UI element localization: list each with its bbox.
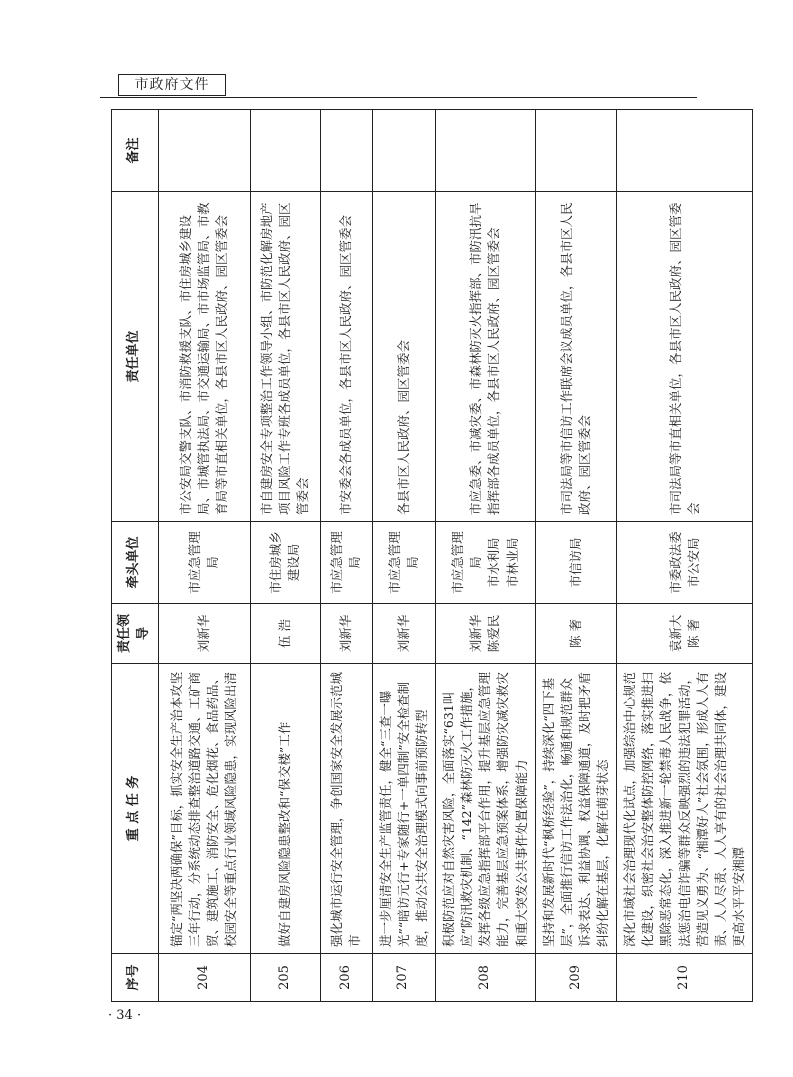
table-row [320,110,372,1002]
table-row [158,110,250,1002]
header-task: 重 点 任 务 [112,664,159,954]
cell-lead-unit: 市应急管理局 市水利局 市林业局 [436,522,536,604]
page-number: · 34 · [108,1008,142,1023]
header-rule [100,97,697,98]
cell-units: 各县市区人民政府、园区管委会 [372,192,435,522]
document-type-tag: 市政府文件 [118,74,226,96]
cell-lead-unit: 市委政法委 市公安局 [617,522,753,604]
cell-seq: 209 [535,954,617,1002]
cell-lead-unit: 市信访局 [535,522,617,604]
cell-task: 积极防范应对自然灾害风险，全面落实“631叫应”防汛救灾机制、“142”森林防灭火工作措施，发挥各级应急指挥部平台作用，提升基层应急管理能力，完善基层应急预案体系，增强防灾减灾救灾和重大突发公共事件处置保障能力 [436,664,536,954]
cell-lead-unit: 市住房城乡建设局 [250,522,320,604]
cell-seq: 208 [436,954,536,1002]
header-seq: 序号 [112,954,159,1002]
cell-note [436,110,536,192]
cell-leader: 伍 浩 [250,604,320,664]
cell-lead-unit: 市应急管理局 [320,522,372,604]
cell-lead-unit: 市应急管理局 [372,522,435,604]
cell-seq: 206 [320,954,372,1002]
cell-seq: 207 [372,954,435,1002]
table-row [617,110,753,1002]
task-table [111,109,753,1002]
cell-units: 市自建房安全专项整治工作领导小组、市防范化解房地产项目风险工作专班各成员单位，各县市区人民政府、园区管委会 [250,192,320,522]
table-row [250,110,320,1002]
cell-task: 强化城市运行安全管理，争创国家安全发展示范城市 [320,664,372,954]
cell-task: 深化市域社会治理现代化试点，加强综治中心规范化建设，织密社会治安整体防控网络，落实推进扫黑除恶常态化，深入推进新一轮禁毒人民战争，依法惩治电信诈骗等群众反映强烈的违法犯罪活动，营造见义勇为、“湘潭好人”社会氛围，形成人人有责、人人尽责、人人享有的社会治理共同体，建设更高水平平安湘潭 [617,664,753,954]
cell-seq: 204 [158,954,250,1002]
cell-task: 坚持和发展新时代“枫桥经验”，持续深化“四下基层”，全面推行信访工作法治化，畅通和规范群众诉求表达、利益协调、权益保障通道，及时把矛盾纠纷化解在基层，化解在萌芽状态 [535,664,617,954]
cell-units: 市司法局等市信访工作联席会议成员单位，各县市区人民政府、园区管委会 [535,192,617,522]
cell-leader: 陈 奢 [535,604,617,664]
header-units: 责任单位 [112,192,159,522]
cell-leader: 刘新华 [320,604,372,664]
cell-task: 进一步厘清安全生产监管责任，健全“三查一曝光”“暗访元行+专家随行+一单四制”安全检查制度，推动公共安全治理模式向事前预防转型 [372,664,435,954]
cell-task: 锚定“两坚决两确保”目标，抓实安全生产治本攻坚三年行动，分系统动态排查整治道路交通、工矿商贸、建筑施工、消防安全、危化烟花、食品药品、校园安全等重点行业领域风险隐患，实现风险出清 [158,664,250,954]
cell-lead-unit: 市应急管理局 [158,522,250,604]
table-header-row [112,110,159,1002]
cell-note [158,110,250,192]
cell-seq: 205 [250,954,320,1002]
cell-leader: 袁新大 陈 奢 [617,604,753,664]
header-leader: 责任领导 [112,604,159,664]
cell-leader: 刘新华 [372,604,435,664]
cell-units: 市安委会各成员单位，各县市区人民政府、园区管委会 [320,192,372,522]
cell-note [617,110,753,192]
cell-note [535,110,617,192]
table-row [436,110,536,1002]
task-table-rotated [111,110,746,1002]
cell-leader: 刘新华 [158,604,250,664]
cell-note [320,110,372,192]
table-row [372,110,435,1002]
cell-note [250,110,320,192]
cell-note [372,110,435,192]
header-note: 备注 [112,110,159,192]
cell-units: 市公安局交警支队、市消防救援支队、市住房城乡建设局、市城管执法局、市交通运输局、市市场监管局、市教育局等市直相关单位，各县市区人民政府、园区管委会 [158,192,250,522]
cell-seq: 210 [617,954,753,1002]
cell-task: 做好自建房风险隐患整改和“保交楼”工作 [250,664,320,954]
header-lead-unit: 牵头单位 [112,522,159,604]
table-row [535,110,617,1002]
cell-units: 市应急委、市减灾委、市森林防灭火指挥部、市防汛抗旱指挥部各成员单位，各县市区人民政府、园区管委会 [436,192,536,522]
cell-units: 市司法局等市直相关单位，各县市区人民政府、园区管委会 [617,192,753,522]
cell-leader: 刘新华 陈爱民 [436,604,536,664]
